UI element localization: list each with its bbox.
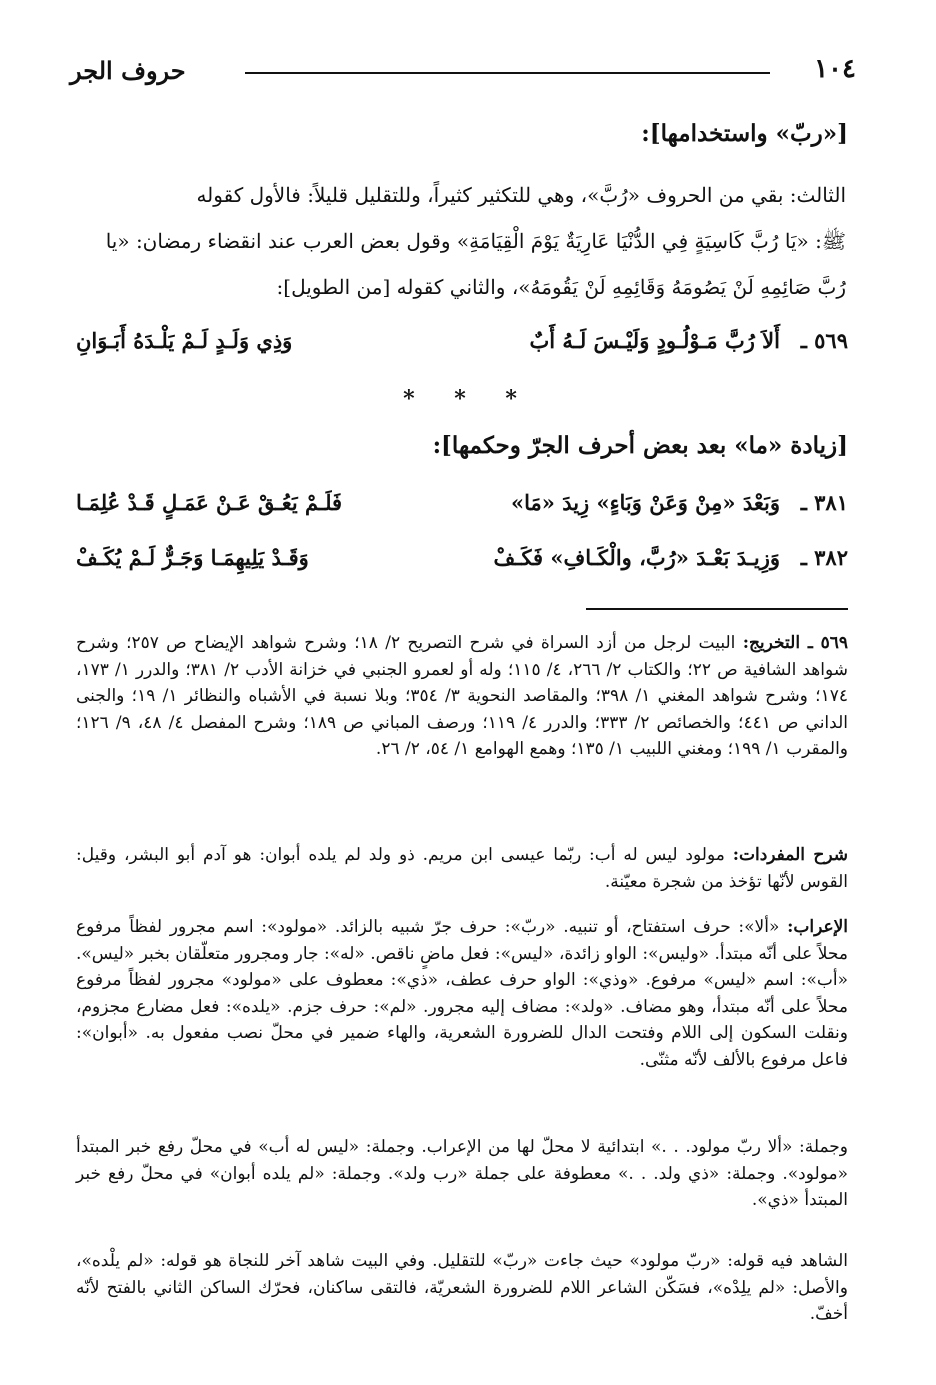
verse-number: ٣٨٢ ـ <box>800 545 848 570</box>
footnote-text: «ألا»: حرف استفتاح، أو تنبيه. «ربّ»: حرف جرّ شبيه بالزائد. «مولود»: اسم مجرور لفظاً مرفوع محلاً على أنّه مبتدأ. «وليس»: الواو زائدة، «ليس»: فعل ماضٍ ناقص. «له»: جار ومجرور متعلّقان بخبر «ليس». «أب»: اسم «ليس» مرفوع. «وذي»: الواو حرف عطف، «ذي»: معطوف على «مولود» مجرور لفظاً مرفوع محلاً على أنّه مبتدأ، وهو مضاف. «ولد»: مضاف إليه مجرور. «لم»: حرف جزم. «يلده»: فعل مضارع مجزوم، ونقلت السكون إلى اللام وفتحت الدال للضرورة الشعرية، والهاء ضمير في محلّ نصب مفعول به. «أبوان»: فاعل مرفوع بالألف لأنّه مثنّى. <box>76 917 848 1070</box>
poem-verse-569 <box>76 328 848 372</box>
header-rule <box>245 72 770 74</box>
verse-first-hemistich: أَلاَ رُبَّ مَـوْلُـودٍ وَلَيْـسَ لَـهُ أَبٌ <box>529 328 780 353</box>
footnote-label: ٥٦٩ ـ التخريج: <box>742 633 849 653</box>
verse-first-hemistich: وَزِيـدَ بَعْـدَ «رُبَّ، والْكَـافِ» فَكَـفْ <box>493 545 780 570</box>
body-paragraph <box>76 172 846 310</box>
footnote-irab <box>76 914 848 1073</box>
paragraph-line: رُبَّ صَائِمِهِ لَنْ يَصُومَهُ وَقَائِمِهِ لَنْ يَقُومَهُ»، والثاني كقوله [من الطويل]: <box>276 275 846 299</box>
footnote-rule <box>586 608 848 610</box>
verse-second-hemistich: فَلَـمْ يَعُـقْ عَـنْ عَمَـلٍ قَـدْ عُلِمَـا <box>76 490 343 515</box>
verse-number: ٥٦٩ ـ <box>800 328 848 353</box>
footnote-takhrij <box>76 630 848 763</box>
alfiyya-verse-382 <box>76 545 848 589</box>
alfiyya-verse-381 <box>76 490 848 534</box>
footnote-text: البيت لرجل من أزد السراة في شرح التصريح ٢/ ١٨؛ وشرح شواهد الإيضاح ص ٢٥٧؛ وشرح شواهد الشافية ص ٢٢؛ والكتاب ٢/ ٢٦٦، ٤/ ١١٥؛ وله أو لعمرو الجنبي في خزانة الأدب ٢/ ٣٨١؛ والدرر ١/ ١٧٣، ١٧٤؛ وشرح شواهد المغني ١/ ٣٩٨؛ والمقاصد النحوية ٣/ ٣٥٤؛ وبلا نسبة في الأشباه والنظائر ١/ ١٩؛ والجنى الداني ص ٤٤١؛ والخصائص ٢/ ٣٣٣؛ والدرر ٤/ ١١٩؛ ورصف المباني ص ١٨٩؛ وشرح المفصل ٤/ ٤٨، ٩/ ١٢٦؛ والمقرب ١/ ١٩٩؛ ومغني اللبيب ١/ ١٣٥؛ وهمع الهوامع ١/ ٥٤، ٢/ ٢٦. <box>76 633 848 759</box>
chapter-title: حروف الجر <box>70 56 186 85</box>
footnote-shahid: الشاهد فيه قوله: «ربّ مولود» حيث جاءت «ربّ» للتقليل. وفي البيت شاهد آخر للنجاة هو قوله: «لم يلْده»، والأصل: «لم يلِدْه»، فسَكّن الشاعر اللام للضرورة الشعريّة، فالتقى ساكنان، فحرّك الساكن الثاني بالفتح لأنّه أخفّ. <box>76 1251 848 1324</box>
section-heading-rubba: [«ربّ» واستخدامها]: <box>641 120 848 147</box>
verse-second-hemistich: وَذِي وَلَـدٍ لَـمْ يَلْـدَهُ أَبَـوَانِ <box>76 328 293 353</box>
footnote-label: الإعراب: <box>787 917 849 937</box>
verse-number: ٣٨١ ـ <box>800 490 848 515</box>
paragraph-line: ﷺ: «يَا رُبَّ كَاسِيَةٍ فِي الدُّنْيَا عَارِيَةٌ يَوْمَ الْقِيَامَةِ» وقول بعض العرب عند انقضاء رمضان: «يا <box>105 229 846 253</box>
running-header <box>70 52 856 92</box>
paragraph-line: الثالث: بقي من الحروف «رُبَّ»، وهي للتكثير كثيراً، وللتقليل قليلاً: فالأول كقوله <box>196 183 846 207</box>
footnote-mufradat <box>76 842 848 895</box>
section-separator: * * * <box>403 386 533 412</box>
footnote-text: مولود ليس له أب: ربّما عيسى ابن مريم. ذو ولد لم يلده أبوان: هو آدم أبو البشر، وقيل: القوس لأنّها تؤخذ من شجرة معيّنة. <box>76 845 848 892</box>
verse-first-hemistich: وَبَعْدَ «مِنْ وَعَنْ وَبَاءٍ» زِيدَ «مَا» <box>510 490 780 515</box>
verse-second-hemistich: وَقَـدْ يَلِيهِمَـا وَجَـرٌّ لَـمْ يُكَـفْ <box>76 545 309 570</box>
page-number: ١٠٤ <box>814 54 856 84</box>
footnote-label: شرح المفردات: <box>732 845 848 865</box>
section-heading-ma: [زيادة «ما» بعد بعض أحرف الجرّ وحكمها]: <box>432 432 848 459</box>
footnote-jumla: وجملة: «ألا ربّ مولود. . .» ابتدائية لا محلّ لها من الإعراب. وجملة: «ليس له أب» في محلّ رفع خبر المبتدأ «مولود». وجملة: «ذي ولد. . .» معطوفة على جملة «رب ولد». وجملة: «لم يلده أبوان» في محلّ رفع خبر المبتدأ «ذي». <box>76 1137 848 1210</box>
